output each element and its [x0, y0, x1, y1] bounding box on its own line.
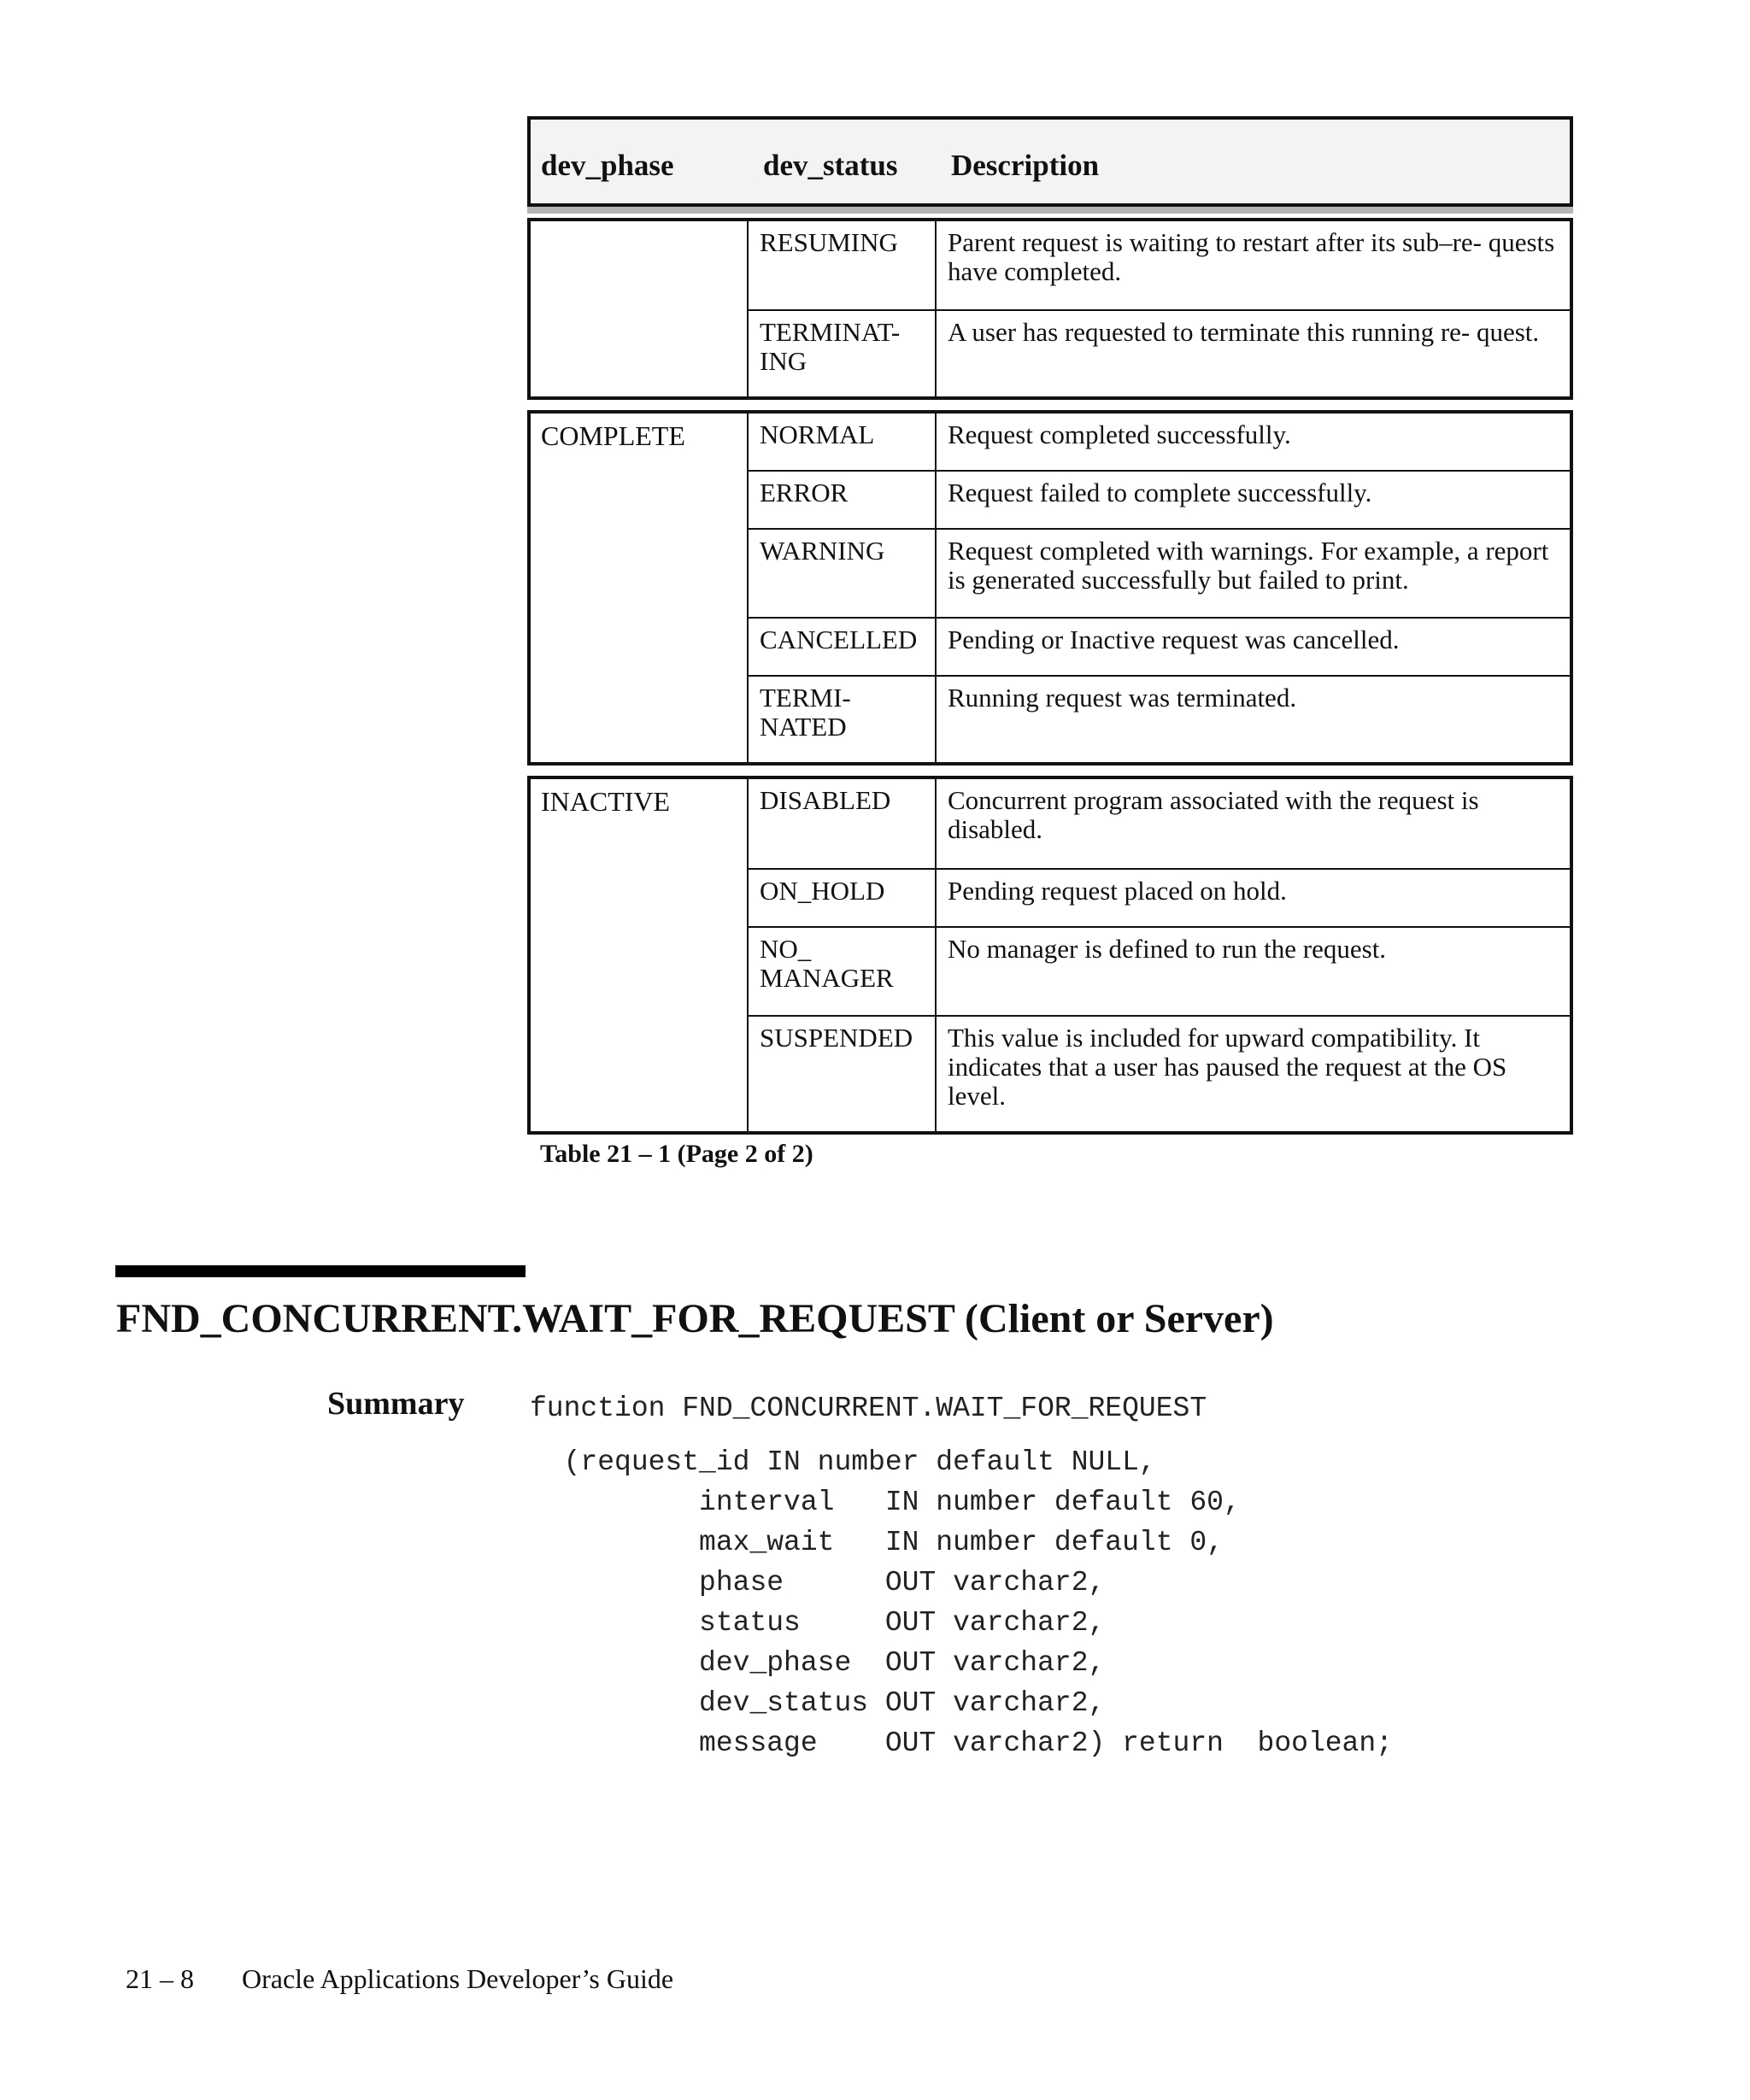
description-cell: A user has requested to terminate this running re- quest. — [937, 309, 1570, 396]
phase-cell: COMPLETE — [531, 414, 749, 762]
status-cell: CANCELLED — [749, 617, 937, 675]
function-signature: function FND_CONCURRENT.WAIT_FOR_REQUEST — [530, 1393, 1207, 1424]
header-dev-status: dev_status — [763, 149, 898, 182]
summary-label: Summary — [327, 1386, 465, 1422]
status-cell: TERMI- NATED — [749, 675, 937, 762]
section-rule — [115, 1265, 526, 1277]
status-cell: RESUMING — [749, 221, 937, 309]
header-dev-phase: dev_phase — [541, 149, 674, 182]
table-group-complete — [527, 410, 1573, 766]
table-caption: Table 21 – 1 (Page 2 of 2) — [540, 1140, 813, 1168]
description-cell: Parent request is waiting to restart after its sub–re- quests have completed. — [948, 227, 1555, 286]
description-cell: Request failed to complete successfully. — [937, 470, 1570, 528]
description-cell: Pending request placed on hold. — [937, 868, 1570, 926]
page-number: 21 – 8 — [126, 1963, 194, 1994]
description-cell: No manager is defined to run the request. — [937, 926, 1570, 1015]
status-cell: SUSPENDED — [749, 1015, 937, 1131]
status-cell: WARNING — [749, 528, 937, 617]
status-table — [527, 116, 1573, 1135]
table-group-inactive — [527, 776, 1573, 1135]
status-cell: DISABLED — [749, 779, 937, 868]
description-cell: Request completed successfully. — [948, 419, 1291, 449]
function-parameters: (request_id IN number default NULL, interval IN number default 60, max_wait IN number default 0, phase OUT varchar2, status OUT varchar2, dev_phase OUT varchar2, dev_status OUT varchar2, message OUT varchar2) return boolean; — [563, 1446, 1393, 1759]
description-cell: Request completed with warnings. For example, a report is generated successfully but failed to print. — [937, 528, 1570, 617]
description-cell: Pending or Inactive request was cancelled. — [937, 617, 1570, 675]
table-header — [527, 116, 1573, 207]
status-cell: NO_ MANAGER — [749, 926, 937, 1015]
phase-cell — [531, 221, 749, 396]
status-cell: ON_HOLD — [749, 868, 937, 926]
section-title: FND_CONCURRENT.WAIT_FOR_REQUEST (Client or Server) — [116, 1296, 1274, 1341]
description-cell: This value is included for upward compatibility. It indicates that a user has paused the request at the OS level. — [937, 1015, 1570, 1131]
description-cell: Concurrent program associated with the request is disabled. — [948, 785, 1479, 844]
status-cell: ERROR — [749, 470, 937, 528]
phase-cell: INACTIVE — [531, 779, 749, 1131]
table-group-running — [527, 218, 1573, 400]
description-cell: Running request was terminated. — [937, 675, 1570, 762]
status-cell: TERMINAT- ING — [749, 309, 937, 396]
book-title: Oracle Applications Developer’s Guide — [242, 1963, 674, 1994]
header-description: Description — [951, 149, 1100, 182]
status-cell: NORMAL — [749, 414, 937, 470]
